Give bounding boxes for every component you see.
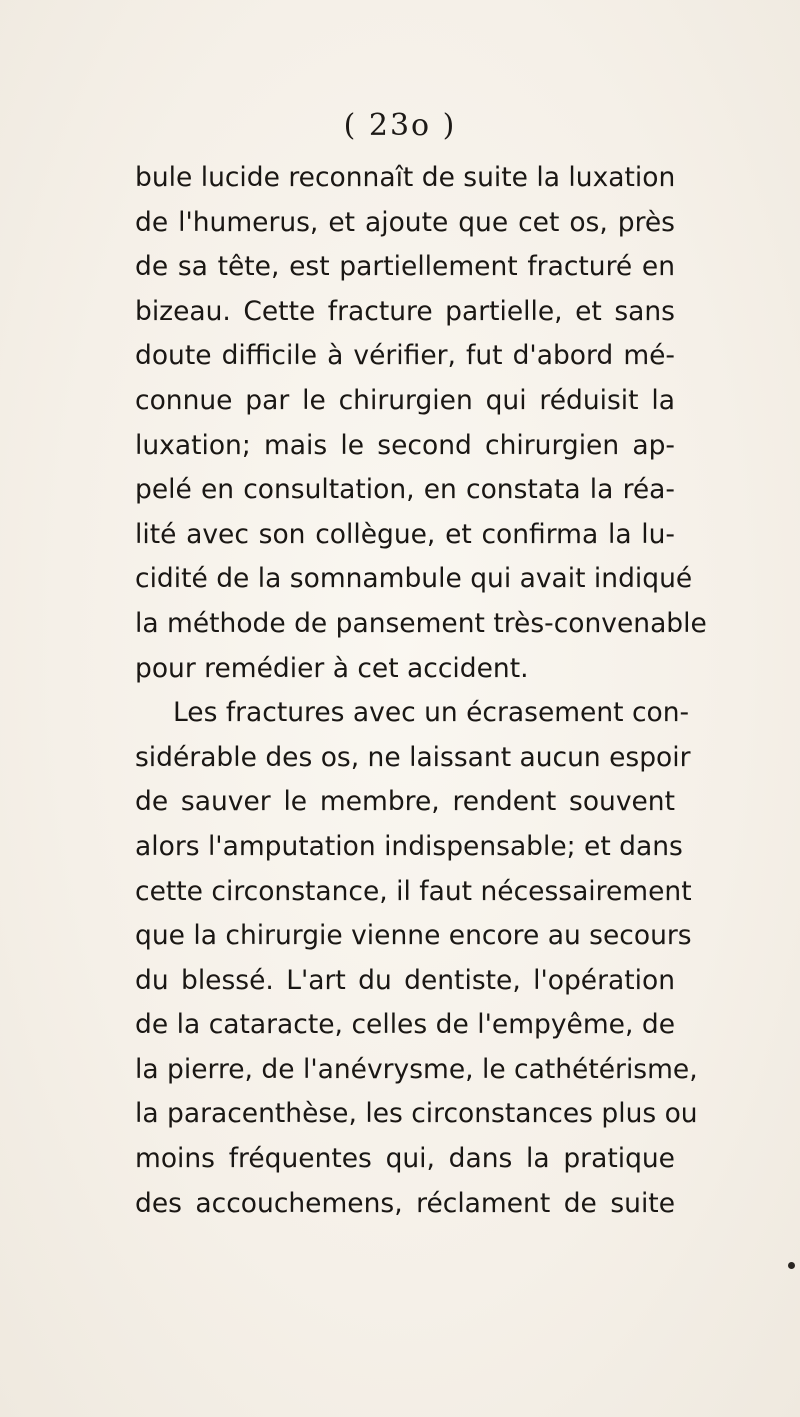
text-line: cette circonstance, il faut nécessairement bbox=[135, 875, 692, 907]
text-line: connue par le chirurgien qui réduisit la bbox=[135, 384, 675, 416]
text-line: de l'humerus, et ajoute que cet os, près bbox=[135, 206, 675, 238]
page-number-header: ( 23o ) bbox=[343, 108, 457, 143]
body-text bbox=[135, 156, 707, 1226]
text-line: bizeau. Cette fracture partielle, et sans bbox=[135, 295, 675, 327]
text-line: de sauver le membre, rendent souvent bbox=[135, 786, 675, 818]
text-line: moins fréquentes qui, dans la pratique bbox=[135, 1143, 675, 1175]
text-line: des accouchemens, réclament de suite bbox=[135, 1187, 675, 1219]
text-line: du blessé. L'art du dentiste, l'opération bbox=[135, 964, 675, 996]
text-line: bule lucide reconnaît de suite la luxation bbox=[135, 162, 676, 193]
text-line: que la chirurgie vienne encore au secours bbox=[135, 920, 692, 952]
text-line: de sa tête, est partiellement fracturé en bbox=[135, 251, 675, 283]
text-line: la méthode de pansement très-convenable bbox=[135, 607, 707, 639]
text-line: pelé en consultation, en constata la réa- bbox=[135, 474, 675, 506]
text-line: la paracenthèse, les circonstances plus ou bbox=[135, 1098, 698, 1130]
text-line: alors l'amputation indispensable; et dans bbox=[135, 830, 683, 862]
text-line: lité avec son collègue, et confirma la lu- bbox=[135, 518, 675, 550]
text-line: la pierre, de l'anévrysme, le cathétérisme, bbox=[135, 1053, 698, 1085]
text-line: doute difficile à vérifier, fut d'abord mé- bbox=[135, 340, 675, 372]
text-line: luxation; mais le second chirurgien ap- bbox=[135, 429, 675, 461]
text-line: Les fractures avec un écrasement con- bbox=[173, 697, 690, 729]
ink-speck bbox=[788, 1262, 795, 1269]
text-line: de la cataracte, celles de l'empyême, de bbox=[135, 1009, 675, 1041]
text-line: cidité de la somnambule qui avait indiqué bbox=[135, 563, 693, 595]
text-line: sidérable des os, ne laissant aucun espoir bbox=[135, 741, 691, 773]
text-line: pour remédier à cet accident. bbox=[135, 652, 529, 684]
